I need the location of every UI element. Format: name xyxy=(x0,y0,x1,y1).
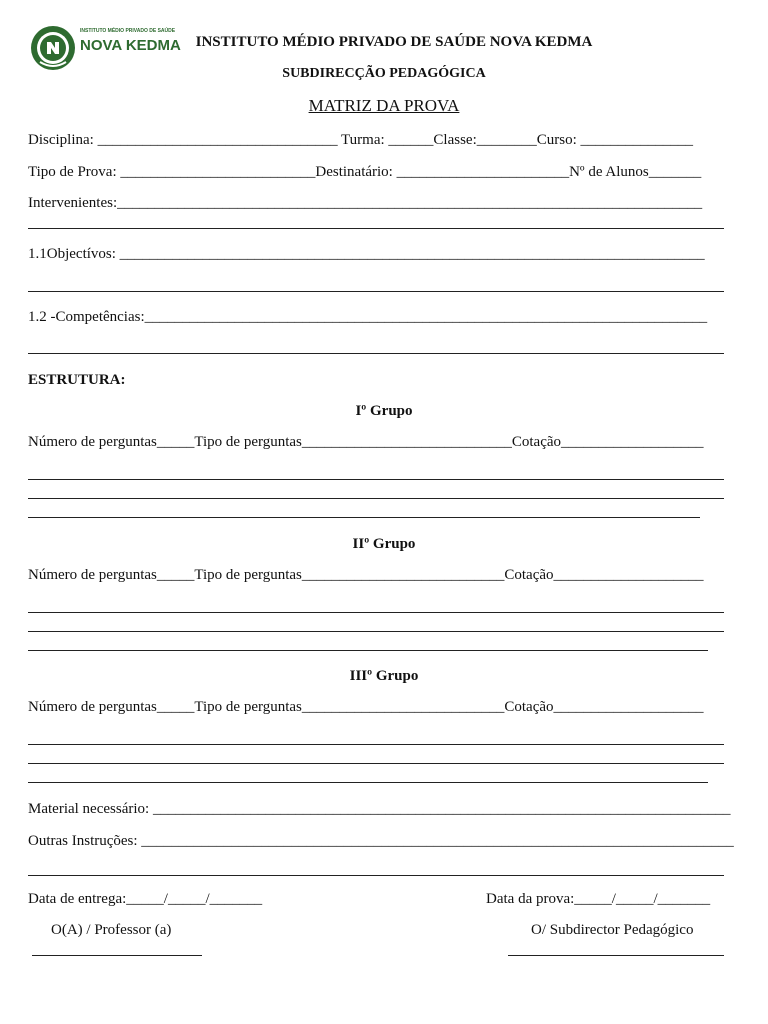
professor-signature-line[interactable] xyxy=(32,955,202,956)
blank-line[interactable] xyxy=(28,631,724,632)
group-3-title: IIIº Grupo xyxy=(349,668,419,684)
blank-line[interactable] xyxy=(28,650,708,651)
blank-line[interactable] xyxy=(28,228,724,229)
subdirector-signature-line[interactable] xyxy=(508,955,724,956)
professor-label: O(A) / Professor (a) xyxy=(51,922,172,938)
group-2-title: IIº Grupo xyxy=(352,536,416,552)
competencias-field[interactable]: 1.2 -Competências:___________________________________________________________________________ xyxy=(28,309,708,325)
blank-line[interactable] xyxy=(28,763,724,764)
institution-name: INSTITUTO MÉDIO PRIVADO DE SAÚDE NOVA KEDMA xyxy=(195,34,593,50)
outras-instrucoes-field[interactable]: Outras Instruções: _______________________________________________________________________________ xyxy=(28,833,734,849)
objectivos-field[interactable]: 1.1Objectívos: ______________________________________________________________________________ xyxy=(28,246,705,262)
logo-name: NOVA KEDMA xyxy=(80,37,181,54)
group-1-questions-field[interactable]: Número de perguntas_____Tipo de perguntas____________________________Cotação___________________ xyxy=(28,434,704,450)
blank-line[interactable] xyxy=(28,517,700,518)
blank-line[interactable] xyxy=(28,353,724,354)
material-field[interactable]: Material necessário: _____________________________________________________________________________ xyxy=(28,801,731,817)
blank-line[interactable] xyxy=(28,291,724,292)
data-prova-field[interactable]: Data da prova:_____/_____/_______ xyxy=(486,891,711,907)
logo-subtitle: INSTITUTO MÉDIO PRIVADO DE SAÚDE xyxy=(80,28,176,34)
estrutura-heading: ESTRUTURA: xyxy=(28,372,126,388)
page-title: MATRIZ DA PROVA xyxy=(308,96,460,115)
group-1-title: Iº Grupo xyxy=(355,403,413,419)
blank-line[interactable] xyxy=(28,744,724,745)
data-entrega-field[interactable]: Data de entrega:_____/_____/_______ xyxy=(28,891,263,907)
blank-line[interactable] xyxy=(28,875,724,876)
disciplina-field[interactable]: Disciplina: ________________________________ Turma: ______Classe:________Curso: _______________ xyxy=(28,132,694,148)
blank-line[interactable] xyxy=(28,612,724,613)
group-3-questions-field[interactable]: Número de perguntas_____Tipo de perguntas___________________________Cotação____________________ xyxy=(28,699,704,715)
blank-line[interactable] xyxy=(28,782,708,783)
department-name: SUBDIRECÇÃO PEDAGÓGICA xyxy=(282,66,486,81)
intervenientes-field[interactable]: Intervenientes:______________________________________________________________________________ xyxy=(28,195,703,211)
group-2-questions-field[interactable]: Número de perguntas_____Tipo de perguntas___________________________Cotação____________________ xyxy=(28,567,704,583)
subdirector-label: O/ Subdirector Pedagógico xyxy=(531,922,694,938)
tipo-prova-field[interactable]: Tipo de Prova: __________________________Destinatário: _______________________Nº de Alunos_______ xyxy=(28,164,702,180)
blank-line[interactable] xyxy=(28,498,724,499)
blank-line[interactable] xyxy=(28,479,724,480)
